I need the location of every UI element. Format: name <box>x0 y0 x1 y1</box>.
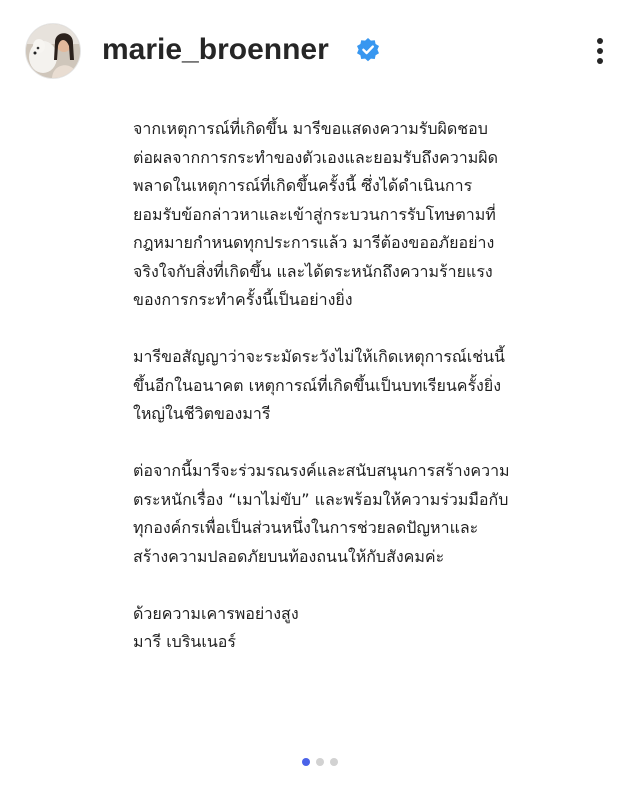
profile-photo-icon <box>26 24 80 78</box>
text-line: กฎหมายกำหนดทุกประการแล้ว มารีต้องขออภัยอย่าง <box>133 233 495 252</box>
paragraph <box>133 115 553 315</box>
text-line: ใหญ่ในชีวิตของมารี <box>133 404 271 423</box>
username[interactable]: marie_broenner <box>102 33 329 66</box>
carousel-dot-2[interactable] <box>316 758 324 766</box>
text-line: ยอมรับข้อกล่าวหาและเข้าสู่กระบวนการรับโทษตามที่ <box>133 204 496 224</box>
text-line: มารีขอสัญญาว่าจะระมัดระวังไม่ให้เกิดเหตุการณ์เช่นนี้ <box>133 347 505 366</box>
text-line: ตระหนักเรื่อง “เมาไม่ขับ” และพร้อมให้ความร่วมมือกับ <box>133 489 509 509</box>
paragraph-spacer <box>133 315 553 344</box>
post-body <box>133 115 553 657</box>
paragraph <box>133 457 553 571</box>
avatar[interactable] <box>26 24 80 78</box>
paragraph-spacer <box>133 429 553 458</box>
paragraph <box>133 343 553 429</box>
text-line: ต่อจากนี้มารีจะร่วมรณรงค์และสนับสนุนการสร้างความ <box>133 461 510 480</box>
text-line: มารี เบรินเนอร์ <box>133 632 236 651</box>
more-options-vertical-icon[interactable] <box>588 36 612 66</box>
post-header <box>0 0 640 100</box>
carousel-dot-3[interactable] <box>330 758 338 766</box>
text-line: จากเหตุการณ์ที่เกิดขึ้น มารีขอแสดงความรับผิดชอบ <box>133 119 488 138</box>
carousel-dot-1[interactable] <box>302 758 310 766</box>
text-line: สร้างความปลอดภัยบนท้องถนนให้กับสังคมค่ะ <box>133 546 445 566</box>
signature <box>133 600 553 657</box>
text-line: ต่อผลจากการกระทำของตัวเองและยอมรับถึงความผิด <box>133 147 498 167</box>
text-line: พลาดในเหตุการณ์ที่เกิดขึ้นครั้งนี้ ซึ่งได้ดำเนินการ <box>133 176 473 195</box>
carousel-indicator <box>0 758 640 770</box>
text-line: ของการกระทำครั้งนี้เป็นอย่างยิ่ง <box>133 290 353 309</box>
verified-badge-icon <box>355 37 381 63</box>
text-line: จริงใจกับสิ่งที่เกิดขึ้น และได้ตระหนักถึงความร้ายแรง <box>133 261 493 281</box>
text-line: ด้วยความเคารพอย่างสูง <box>133 603 299 623</box>
paragraph-spacer <box>133 571 553 600</box>
text-line: ขึ้นอีกในอนาคต เหตุการณ์ที่เกิดขึ้นเป็นบทเรียนครั้งยิ่ง <box>133 375 502 395</box>
text-line: ทุกองค์กรเพื่อเป็นส่วนหนึ่งในการช่วยลดปัญหาและ <box>133 518 479 537</box>
